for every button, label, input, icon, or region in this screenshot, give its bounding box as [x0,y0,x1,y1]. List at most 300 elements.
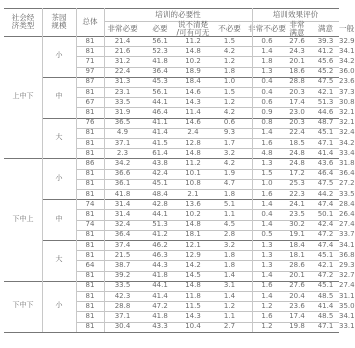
table-cell: 1.4 [223,291,236,300]
table-cell: 0.8 [261,118,273,127]
scale-label: 小 [55,173,63,182]
table-cell: 22.3 [289,189,305,198]
column-separator [42,8,43,332]
header-col_unnecessary [207,21,252,36]
table-cell: 4.2 [223,46,236,55]
header-col_very_unnecessary-line: 非常不必要 [248,23,286,33]
table-cell: 48.7 [317,118,334,127]
table-cell: 31.4 [114,199,131,208]
table-cell: 17.4 [289,312,305,320]
table-cell: 27.4 [339,220,355,229]
table-cell: 22.4 [114,67,131,76]
table-cell: 2.4 [187,128,199,137]
table-cell: 1.3 [261,250,273,259]
table-cell: 47.2 [152,301,168,310]
table-cell: 1.8 [223,67,236,76]
table-cell: 34.2 [114,159,131,167]
scale-label: 大 [55,133,63,141]
table-cell: 11.5 [185,301,201,310]
table-cell: 21.4 [114,36,131,45]
table-cell: 18.1 [185,230,201,239]
header-col_necessary [141,21,179,36]
table-cell: 39.2 [114,271,131,280]
table-cell: 86 [85,159,95,167]
table-cell: 32.7 [339,271,355,280]
table-cell: 37.3 [339,87,355,96]
table-cell: 10.2 [185,210,201,218]
table-cell: 32.1 [339,108,355,116]
table-cell: 12.9 [185,250,201,259]
table-cell: 13.6 [185,199,201,208]
scale-label: 中 [55,92,63,101]
table-cell: 48.4 [152,189,168,198]
table-cell: 41.4 [152,128,168,137]
table-cell: 46.4 [152,108,168,116]
table-cell: 81 [85,301,95,310]
table-cell: 27.6 [289,281,305,290]
table-cell: 18.4 [289,240,305,249]
table-cell: 1.0 [223,77,236,86]
table-cell: 47.4 [317,199,334,208]
table-cell: 1.5 [223,36,236,45]
table-cell: 10.4 [185,322,201,331]
table-cell: 0.5 [261,230,273,239]
region-label: 上中下 [12,92,34,101]
table-cell: 1.2 [223,57,236,65]
table-cell: 11.2 [185,36,201,45]
table-cell: 1.8 [261,57,273,65]
table-cell: 19.8 [289,322,305,331]
table-cell: 81 [85,128,95,137]
table-cell: 23.5 [289,210,305,218]
table-cell: 18.9 [185,67,201,76]
column-separator [104,8,105,332]
table-cell: 10.8 [185,179,201,188]
table-cell: 81 [85,291,95,300]
table-rule [4,332,339,333]
table-cell: 81 [85,138,95,147]
table-cell: 1.3 [261,159,273,167]
table-cell: 28.6 [289,261,305,269]
table-cell: 23.6 [339,77,355,86]
table-cell: 56.1 [152,87,168,96]
table-cell: 42.8 [152,199,168,208]
table-cell: 1.6 [261,138,273,147]
table-cell: 35.0 [339,301,355,310]
table-cell: 4.9 [116,128,129,137]
table-cell: 4.5 [223,220,236,229]
region-label: 下中下 [12,301,34,310]
table-cell: 1.8 [223,261,236,269]
table-cell: 44.6 [317,108,334,116]
table-cell: 24.8 [289,148,305,157]
table-cell: 47.5 [317,77,334,86]
table-cell: 10.2 [185,57,201,65]
table-cell: 76 [85,118,95,127]
table-cell: 44.3 [152,261,168,269]
table-cell: 30.4 [114,322,131,331]
table-cell: 33.5 [114,281,131,290]
header-col_very_satisfied-line: 非常 [289,19,305,29]
table-cell: 36.8 [339,250,355,259]
header-col_unclear-line: 说不清楚 [177,19,209,29]
table-cell: 36.5 [114,118,131,127]
table-cell: 1.6 [261,189,273,198]
table-cell: 3.2 [223,240,236,249]
table-cell: 30.8 [339,97,355,106]
table-cell: 24.3 [289,46,305,55]
table-cell: 2.1 [187,189,199,198]
table-cell: 19.1 [289,230,305,239]
column-separator [76,8,77,332]
table-cell: 14.6 [185,87,201,96]
table-cell: 11.4 [185,108,201,116]
table-cell: 42.1 [317,261,334,269]
scale-label: 大 [55,255,63,264]
table-cell: 81 [85,271,95,280]
table-cell: 25.3 [289,179,305,188]
header-region_type [4,8,42,36]
table-cell: 45.1 [317,281,334,290]
table-cell: 26.4 [339,210,355,218]
header-col_very_satisfied [282,21,312,36]
table-cell: 28.8 [114,301,131,310]
region-label: 下中上 [12,214,34,223]
table-cell: 81 [85,250,95,259]
table-cell: 12.1 [185,240,201,249]
table-cell: 47.5 [317,179,334,188]
header-col_very_necessary [104,21,141,36]
table-cell: 52.3 [152,46,168,55]
table-cell: 1.4 [261,271,273,280]
table-cell: 46.3 [152,250,168,259]
table-cell: 14.6 [185,118,201,127]
table-cell: 47.1 [317,322,334,331]
table-cell: 2.8 [223,230,236,239]
table-cell: 1.8 [223,250,236,259]
table-cell: 36.4 [339,169,355,178]
table-cell: 36.6 [114,169,131,178]
table-cell: 0.4 [261,87,273,96]
header-holding_scale-line: 规模 [51,21,67,30]
table-cell: 47.2 [317,230,334,239]
table-cell: 18.6 [289,67,305,76]
table-cell: 81 [85,230,95,239]
table-cell: 1.7 [223,138,236,147]
table-cell: 33.5 [339,189,355,198]
table-cell: 31.4 [114,210,131,218]
header-col_unclear [176,19,210,37]
header-region_type-line: 社会经 [11,13,35,23]
table-cell: 2.3 [116,148,129,157]
table-cell: 67 [85,97,95,106]
table-cell: 1.6 [261,312,273,320]
table-cell: 14.3 [185,312,201,320]
table-cell: 36.4 [152,67,168,76]
table-cell: 17.4 [289,97,305,106]
header-col_very_necessary-line: 非常必要 [107,23,138,33]
table-cell: 31.1 [339,291,355,300]
table-cell: 81 [85,87,95,96]
table-cell: 3.1 [223,281,236,290]
table-cell: 37.4 [114,240,131,249]
table-cell: 74 [85,220,95,229]
table-cell: 41.4 [317,301,334,310]
table-cell: 23.6 [289,301,305,310]
table-cell: 32.4 [339,128,355,137]
table-cell: 1.4 [261,199,273,208]
table-cell: 34.2 [339,138,355,147]
table-cell: 44.2 [317,189,334,198]
table-cell: 11.8 [185,291,201,300]
table-cell: 74 [85,199,95,208]
table-cell: 1.3 [261,261,273,269]
table-cell: 31.9 [114,108,131,116]
table-cell: 27.2 [339,179,355,188]
table-cell: 4.2 [223,159,236,167]
table-cell: 18.1 [289,250,305,259]
table-cell: 81 [85,46,95,55]
header-all-line: 总体 [82,17,98,27]
table-cell: 33.7 [339,230,355,239]
table-cell: 28.4 [339,199,355,208]
table-cell: 1.2 [223,97,236,106]
header-col_unnecessary-line: 不必要 [218,23,241,33]
table-cell: 23.1 [114,87,131,96]
header-group_necessity-line: 培训的必要性 [155,9,201,19]
table-cell: 81 [85,189,95,198]
table-cell: 42.4 [317,220,334,229]
table-cell: 41.2 [152,230,168,239]
table-cell: 34.1 [339,312,355,320]
table-cell: 45.3 [152,77,168,86]
table-cell: 1.3 [261,240,273,249]
table-cell: 1.5 [223,87,236,96]
table-cell: 28.8 [289,77,305,86]
table-cell: 41.8 [152,57,168,65]
table-cell: 46.2 [152,240,168,249]
table-cell: 48.5 [317,291,334,300]
table-cell: 14.5 [185,271,201,280]
table-cell: 1.9 [223,169,236,178]
table-cell: 14.3 [185,97,201,106]
table-cell: 30.2 [289,220,305,229]
table-cell: 32.4 [114,220,131,229]
table-cell: 81 [85,281,95,290]
header-holding_scale-line: 茶园 [51,13,67,23]
table-cell: 42.4 [152,169,168,178]
table-cell: 14.8 [185,148,201,157]
table-cell: 10.1 [185,169,201,178]
table-cell: 39.3 [317,36,334,45]
table-cell: 0.9 [261,108,273,116]
header-col_general [339,21,354,36]
table-cell: 27.4 [339,281,355,290]
column-separator [252,8,253,332]
table-cell: 81 [85,322,95,331]
table-cell: 1.0 [261,179,273,188]
header-col_necessary-line: 必要 [152,23,168,33]
table-cell: 44.1 [152,281,168,290]
table-cell: 87 [85,77,95,86]
table-cell: 4.2 [223,108,236,116]
table-cell: 44.1 [152,210,168,218]
table-cell: 38.7 [114,261,131,269]
table-cell: 81 [85,312,95,320]
table-cell: 45.1 [152,179,168,188]
table-cell: 34.2 [339,57,355,65]
table-cell: 33.1 [339,322,355,331]
table-cell: 97 [85,67,95,76]
table-cell: 20.1 [289,271,305,280]
table-cell: 1.2 [223,301,236,310]
table-cell: 41.4 [152,291,168,300]
table-cell: 1.1 [223,312,236,320]
table-cell: 23.0 [289,108,305,116]
table-cell: 41.8 [114,189,131,198]
table-cell: 36.1 [114,179,131,188]
table-cell: 1.4 [261,128,273,137]
header-col_very_satisfied-line: 满意 [289,27,305,37]
table-cell: 1.2 [261,301,273,310]
table-cell: 31.3 [114,77,131,86]
table-cell: 24.8 [289,159,305,167]
header-all [76,8,104,36]
table-cell: 18.4 [185,77,201,86]
table-cell: 1.4 [261,46,273,55]
table-cell: 34.1 [339,240,355,249]
table-cell: 81 [85,210,95,218]
table-cell: 11.2 [185,159,201,167]
header-col_satisfied-line: 满意 [317,23,334,33]
table-cell: 47.1 [317,138,334,147]
table-cell: 4.7 [223,179,236,188]
table-cell: 51.3 [317,97,334,106]
table-cell: 1.3 [261,67,273,76]
table-cell: 5.1 [223,199,236,208]
header-col_unclear-line: /可有可无 [176,27,210,37]
table-cell: 31.2 [114,57,131,65]
scale-label: 小 [55,301,63,310]
table-cell: 32.1 [339,118,355,127]
scale-label: 小 [55,51,63,60]
table-cell: 34.1 [339,46,355,55]
table-cell: 33.4 [339,148,355,157]
table-cell: 56.1 [152,36,168,45]
table-cell: 18.5 [289,138,305,147]
header-group_sales-line: 培训效果评价 [272,9,319,19]
table-cell: 0.6 [261,97,273,106]
table-cell: 21.5 [114,250,131,259]
table-cell: 45.6 [317,57,334,65]
table-cell: 47.4 [317,240,334,249]
table-cell: 41.2 [317,46,334,55]
table-cell: 14.8 [185,281,201,290]
table-cell: 20.1 [289,57,305,65]
table-cell: 24.1 [289,199,305,208]
table-cell: 4.8 [261,148,273,157]
table-cell: 51.3 [152,220,168,229]
table-cell: 1.5 [261,169,273,178]
table-cell: 21.6 [114,46,131,55]
header-col_very_unnecessary [248,21,286,36]
table-cell: 0.4 [261,77,273,86]
table-cell: 1.2 [261,322,273,331]
table-cell: 48.5 [317,312,334,320]
table-cell: 45.2 [317,67,334,76]
table-cell: 1.1 [223,210,236,218]
table-cell: 14.8 [185,46,201,55]
table-cell: 45.1 [317,128,334,137]
table-cell: 43.6 [317,159,334,167]
table-cell: 0.6 [261,36,273,45]
table-cell: 0.4 [261,210,273,218]
table-cell: 50.1 [317,210,334,218]
table-cell: 42.3 [114,291,131,300]
table-cell: 46.4 [317,169,334,178]
table-cell: 47.2 [317,271,334,280]
table-cell: 1.4 [261,291,273,300]
table-cell: 61.4 [152,148,168,157]
table-cell: 29.3 [339,261,355,269]
header-holding_scale [42,8,76,36]
table-cell: 1.8 [223,189,236,198]
table-cell: 81 [85,169,95,178]
table-cell: 31.8 [339,159,355,167]
table-cell: 71 [85,57,95,65]
table-cell: 37.1 [114,312,131,320]
table-cell: 14.2 [185,261,201,269]
table-cell: 1.4 [223,271,236,280]
table-cell: 44.1 [152,97,168,106]
table-cell: 42.1 [317,87,334,96]
table-cell: 1.4 [261,220,273,229]
table-cell: 36.0 [339,67,355,76]
table-cell: 14.8 [185,220,201,229]
header-col_general-line: 一般 [339,23,355,33]
table-cell: 64 [85,261,95,269]
table-cell: 33.5 [114,97,131,106]
table-cell: 20.3 [289,87,305,96]
table-cell: 1.6 [261,281,273,290]
table-cell: 0.6 [223,118,236,127]
table-cell: 20.4 [289,291,305,300]
table-cell: 32.9 [339,36,355,45]
table-cell: 9.3 [223,128,236,137]
table-cell: 36.4 [114,230,131,239]
table-cell: 41.5 [152,138,168,147]
table-cell: 81 [85,148,95,157]
table-cell: 41.8 [152,312,168,320]
scale-label: 中 [55,214,63,223]
table-cell: 22.4 [289,128,305,137]
table-cell: 2.7 [223,322,236,331]
table-cell: 43.8 [152,159,168,167]
table-cell: 41.1 [152,118,168,127]
table-cell: 81 [85,240,95,249]
table-cell: 41.8 [152,271,168,280]
table-cell: 43.3 [152,322,168,331]
table-cell: 81 [85,36,95,45]
table-cell: 37.1 [114,138,131,147]
table-cell: 45.1 [317,250,334,259]
table-cell: 81 [85,179,95,188]
header-col_satisfied [312,21,339,36]
table-cell: 27.6 [289,36,305,45]
table-cell: 3.2 [223,148,236,157]
table-cell: 81 [85,108,95,116]
header-region_type-line: 济类型 [11,21,35,30]
